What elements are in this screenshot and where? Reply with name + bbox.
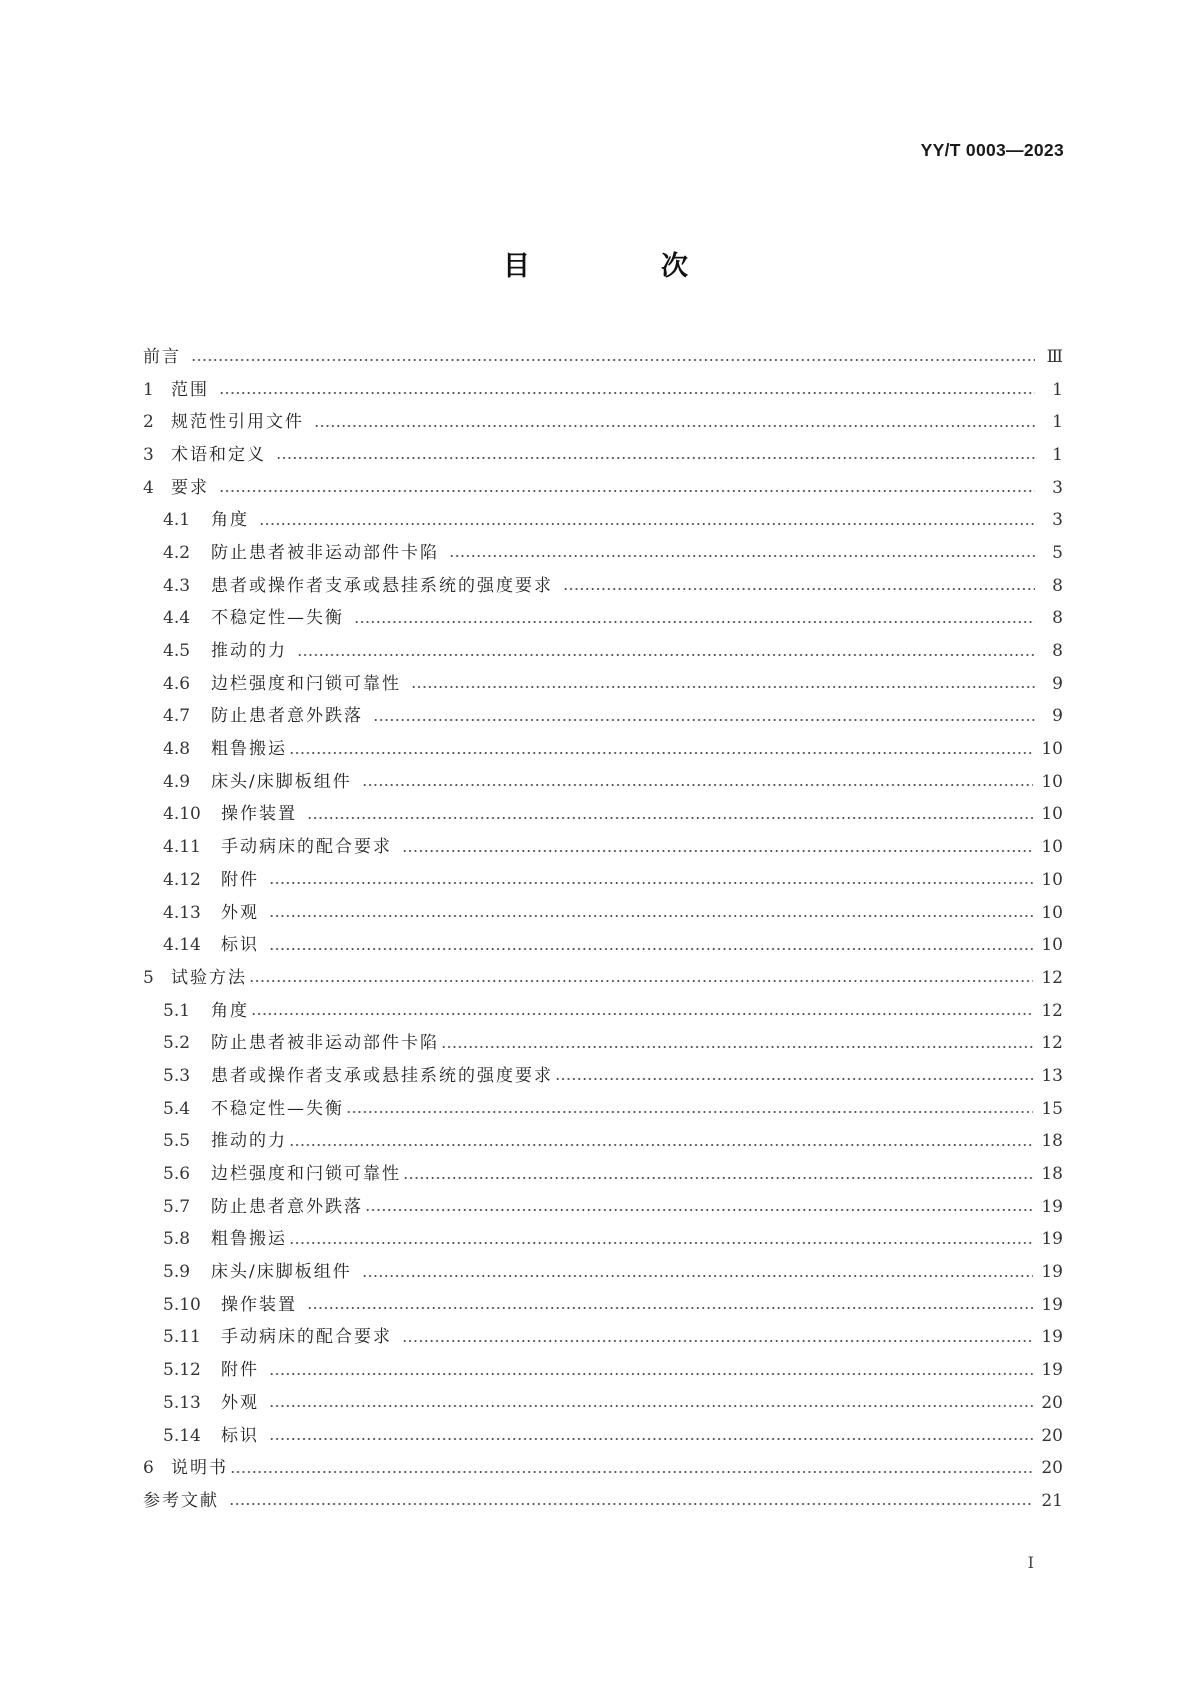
toc-entry-title: 前言 bbox=[143, 346, 181, 367]
leader-dots bbox=[403, 1177, 1033, 1179]
leader-dots bbox=[269, 882, 1033, 884]
toc-entry[interactable] bbox=[143, 1387, 1063, 1420]
toc-entry-page: 8 bbox=[1052, 641, 1063, 662]
toc-entry-number: 4.1 bbox=[163, 510, 191, 531]
leader-dots bbox=[307, 1307, 1033, 1309]
toc-entry-page: 9 bbox=[1052, 673, 1063, 694]
toc-entry-title: 患者或操作者支承或悬挂系统的强度要求 bbox=[211, 575, 553, 596]
toc-entry-title: 不稳定性—失衡 bbox=[211, 608, 344, 629]
toc-entry-number: 3 bbox=[143, 444, 154, 465]
table-of-contents bbox=[143, 341, 1063, 1518]
toc-entry[interactable] bbox=[143, 1060, 1063, 1093]
toc-entry-title: 操作装置 bbox=[221, 804, 297, 825]
toc-entry-title: 患者或操作者支承或悬挂系统的强度要求 bbox=[211, 1065, 553, 1086]
leader-dots bbox=[269, 1438, 1033, 1440]
toc-entry-number: 2 bbox=[143, 412, 154, 433]
toc-entry-page: 19 bbox=[1041, 1262, 1063, 1283]
toc-entry-title: 边栏强度和闩锁可靠性 bbox=[211, 673, 401, 694]
leader-dots bbox=[555, 1078, 1033, 1080]
toc-entry-title: 外观 bbox=[221, 1392, 259, 1413]
toc-entry-title: 防止患者被非运动部件卡陷 bbox=[211, 542, 439, 563]
leader-dots bbox=[269, 915, 1033, 917]
standard-code: YY/T 0003—2023 bbox=[920, 140, 1064, 160]
leader-dots bbox=[402, 1340, 1033, 1342]
toc-entry-number: 5 bbox=[143, 967, 154, 988]
toc-entry-page: 20 bbox=[1041, 1425, 1063, 1446]
toc-entry-title: 角度 bbox=[211, 510, 249, 531]
toc-entry[interactable] bbox=[143, 1452, 1063, 1485]
leader-dots bbox=[373, 719, 1035, 721]
toc-entry-title: 推动的力 bbox=[211, 641, 287, 662]
toc-entry-page: 19 bbox=[1041, 1196, 1063, 1217]
leader-dots bbox=[230, 1471, 1033, 1473]
toc-entry-number: 1 bbox=[143, 379, 154, 400]
toc-entry-number: 5.13 bbox=[163, 1392, 201, 1413]
leader-dots bbox=[346, 1111, 1033, 1113]
toc-entry-number: 5.14 bbox=[163, 1425, 201, 1446]
toc-entry[interactable] bbox=[143, 1224, 1063, 1257]
toc-entry[interactable] bbox=[143, 1158, 1063, 1191]
leader-dots bbox=[289, 1144, 1033, 1146]
toc-entry-page: 12 bbox=[1041, 1000, 1063, 1021]
toc-entry[interactable] bbox=[143, 766, 1063, 799]
toc-entry-number: 4.3 bbox=[163, 575, 191, 596]
toc-entry-title: 要求 bbox=[171, 477, 209, 498]
toc-entry-page: 10 bbox=[1041, 739, 1063, 760]
leader-dots bbox=[219, 392, 1035, 394]
toc-entry-number: 4.11 bbox=[163, 837, 201, 858]
leader-dots bbox=[269, 1405, 1033, 1407]
toc-entry[interactable] bbox=[143, 1420, 1063, 1453]
toc-entry-number: 5.3 bbox=[163, 1065, 191, 1086]
leader-dots bbox=[251, 1013, 1033, 1015]
leader-dots bbox=[259, 523, 1035, 525]
toc-entry-number: 4.10 bbox=[163, 804, 201, 825]
toc-entry[interactable] bbox=[143, 439, 1063, 472]
toc-entry-page: 1 bbox=[1052, 412, 1063, 433]
toc-entry-number: 4.5 bbox=[163, 641, 191, 662]
toc-entry-number: 5.8 bbox=[163, 1229, 191, 1250]
toc-entry[interactable] bbox=[143, 668, 1063, 701]
toc-entry-page: 12 bbox=[1041, 967, 1063, 988]
leader-dots bbox=[191, 359, 1035, 361]
toc-entry-title: 术语和定义 bbox=[171, 444, 266, 465]
toc-entry-page: 8 bbox=[1052, 575, 1063, 596]
toc-entry-number: 4.6 bbox=[163, 673, 191, 694]
toc-entry-page: 10 bbox=[1041, 771, 1063, 792]
toc-entry-page: 3 bbox=[1052, 510, 1063, 531]
toc-entry-page: 9 bbox=[1052, 706, 1063, 727]
leader-dots bbox=[563, 588, 1035, 590]
toc-entry-page: 19 bbox=[1041, 1327, 1063, 1348]
toc-entry-title: 手动病床的配合要求 bbox=[221, 1327, 392, 1348]
toc-entry-page: 18 bbox=[1041, 1164, 1063, 1185]
toc-entry[interactable] bbox=[143, 995, 1063, 1028]
leader-dots bbox=[362, 784, 1034, 786]
toc-entry[interactable] bbox=[143, 472, 1063, 505]
toc-entry[interactable] bbox=[143, 897, 1063, 930]
toc-entry-number: 5.6 bbox=[163, 1164, 191, 1185]
toc-entry[interactable] bbox=[143, 733, 1063, 766]
leader-dots bbox=[289, 1242, 1033, 1244]
leader-dots bbox=[402, 850, 1033, 852]
toc-entry-title: 床头/床脚板组件 bbox=[211, 1262, 352, 1283]
toc-entry-title: 防止患者被非运动部件卡陷 bbox=[211, 1033, 439, 1054]
toc-entry-number: 5.9 bbox=[163, 1262, 191, 1283]
toc-entry[interactable] bbox=[143, 1354, 1063, 1387]
toc-entry[interactable] bbox=[143, 1485, 1063, 1518]
leader-dots bbox=[449, 555, 1035, 557]
toc-entry-number: 4.14 bbox=[163, 935, 201, 956]
toc-entry[interactable] bbox=[143, 799, 1063, 832]
toc-entry-page: Ⅲ bbox=[1046, 346, 1063, 367]
page-title: 目 次 bbox=[503, 251, 740, 282]
toc-entry-page: 20 bbox=[1041, 1392, 1063, 1413]
toc-entry-title: 角度 bbox=[211, 1000, 249, 1021]
toc-entry-number: 5.7 bbox=[163, 1196, 191, 1217]
toc-entry[interactable] bbox=[143, 570, 1063, 603]
leader-dots bbox=[276, 457, 1035, 459]
toc-entry-title: 边栏强度和闩锁可靠性 bbox=[211, 1164, 401, 1185]
toc-entry-page: 10 bbox=[1041, 837, 1063, 858]
leader-dots bbox=[441, 1046, 1033, 1048]
toc-entry-page: 10 bbox=[1041, 902, 1063, 923]
toc-entry-title: 手动病床的配合要求 bbox=[221, 837, 392, 858]
toc-entry[interactable] bbox=[143, 341, 1063, 374]
toc-entry-title: 参考文献 bbox=[143, 1490, 219, 1511]
toc-entry-number: 5.2 bbox=[163, 1033, 191, 1054]
leader-dots bbox=[229, 1503, 1033, 1505]
leader-dots bbox=[362, 1275, 1034, 1277]
toc-entry[interactable] bbox=[143, 635, 1063, 668]
toc-entry-title: 外观 bbox=[221, 902, 259, 923]
toc-entry-number: 6 bbox=[143, 1458, 154, 1479]
leader-dots bbox=[354, 621, 1035, 623]
leader-dots bbox=[411, 686, 1035, 688]
toc-entry[interactable] bbox=[143, 962, 1063, 995]
toc-entry-page: 12 bbox=[1041, 1033, 1063, 1054]
toc-entry[interactable] bbox=[143, 864, 1063, 897]
toc-entry-title: 附件 bbox=[221, 1360, 259, 1381]
toc-entry[interactable] bbox=[143, 1256, 1063, 1289]
toc-entry[interactable] bbox=[143, 504, 1063, 537]
toc-entry-page: 8 bbox=[1052, 608, 1063, 629]
leader-dots bbox=[269, 1373, 1033, 1375]
toc-entry-number: 5.4 bbox=[163, 1098, 191, 1119]
toc-entry-number: 4.8 bbox=[163, 739, 191, 760]
toc-entry-page: 15 bbox=[1041, 1098, 1063, 1119]
toc-entry-page: 19 bbox=[1041, 1294, 1063, 1315]
leader-dots bbox=[249, 980, 1033, 982]
toc-entry-title: 推动的力 bbox=[211, 1131, 287, 1152]
toc-entry[interactable] bbox=[143, 603, 1063, 636]
toc-entry-number: 4.13 bbox=[163, 902, 201, 923]
page-number: Ⅰ bbox=[1027, 1553, 1034, 1572]
toc-entry[interactable] bbox=[143, 1027, 1063, 1060]
toc-entry[interactable] bbox=[143, 831, 1063, 864]
toc-entry[interactable] bbox=[143, 1093, 1063, 1126]
toc-entry-title: 防止患者意外跌落 bbox=[211, 706, 363, 727]
toc-entry-title: 范围 bbox=[171, 379, 209, 400]
toc-entry-page: 10 bbox=[1041, 935, 1063, 956]
toc-entry-title: 标识 bbox=[221, 1425, 259, 1446]
toc-entry-title: 床头/床脚板组件 bbox=[211, 771, 352, 792]
toc-entry-page: 10 bbox=[1041, 869, 1063, 890]
leader-dots bbox=[307, 817, 1033, 819]
toc-entry-number: 4.12 bbox=[163, 869, 201, 890]
toc-entry-title: 标识 bbox=[221, 935, 259, 956]
toc-entry-number: 4.4 bbox=[163, 608, 191, 629]
leader-dots bbox=[365, 1209, 1033, 1211]
toc-entry-title: 粗鲁搬运 bbox=[211, 1229, 287, 1250]
toc-entry-title: 规范性引用文件 bbox=[171, 412, 304, 433]
toc-entry-page: 19 bbox=[1041, 1229, 1063, 1250]
leader-dots bbox=[289, 752, 1033, 754]
toc-entry-number: 4.9 bbox=[163, 771, 191, 792]
leader-dots bbox=[219, 490, 1035, 492]
toc-entry-title: 防止患者意外跌落 bbox=[211, 1196, 363, 1217]
toc-entry[interactable] bbox=[143, 537, 1063, 570]
toc-entry-number: 5.10 bbox=[163, 1294, 201, 1315]
toc-entry-page: 5 bbox=[1052, 542, 1063, 563]
toc-entry-page: 21 bbox=[1041, 1490, 1063, 1511]
toc-entry-title: 操作装置 bbox=[221, 1294, 297, 1315]
toc-entry-title: 粗鲁搬运 bbox=[211, 739, 287, 760]
toc-entry-page: 10 bbox=[1041, 804, 1063, 825]
toc-entry[interactable] bbox=[143, 374, 1063, 407]
toc-entry[interactable] bbox=[143, 701, 1063, 734]
toc-entry-title: 试验方法 bbox=[171, 967, 247, 988]
toc-entry[interactable] bbox=[143, 1126, 1063, 1159]
toc-entry-number: 5.5 bbox=[163, 1131, 191, 1152]
toc-entry-page: 18 bbox=[1041, 1131, 1063, 1152]
toc-entry-number: 5.11 bbox=[163, 1327, 201, 1348]
toc-entry-title: 附件 bbox=[221, 869, 259, 890]
toc-entry-page: 19 bbox=[1041, 1360, 1063, 1381]
toc-entry[interactable] bbox=[143, 929, 1063, 962]
toc-entry-number: 4 bbox=[143, 477, 154, 498]
toc-entry-number: 4.2 bbox=[163, 542, 191, 563]
toc-entry-page: 1 bbox=[1052, 379, 1063, 400]
toc-entry-page: 3 bbox=[1052, 477, 1063, 498]
leader-dots bbox=[297, 654, 1035, 656]
toc-entry[interactable] bbox=[143, 1322, 1063, 1355]
toc-entry[interactable] bbox=[143, 406, 1063, 439]
leader-dots bbox=[314, 425, 1035, 427]
leader-dots bbox=[269, 948, 1033, 950]
toc-entry-number: 5.12 bbox=[163, 1360, 201, 1381]
toc-entry-page: 13 bbox=[1041, 1065, 1063, 1086]
toc-entry[interactable] bbox=[143, 1289, 1063, 1322]
toc-entry-number: 4.7 bbox=[163, 706, 191, 727]
toc-entry[interactable] bbox=[143, 1191, 1063, 1224]
toc-entry-number: 5.1 bbox=[163, 1000, 191, 1021]
toc-entry-title: 不稳定性—失衡 bbox=[211, 1098, 344, 1119]
toc-entry-title: 说明书 bbox=[171, 1458, 228, 1479]
toc-entry-page: 20 bbox=[1041, 1458, 1063, 1479]
toc-entry-page: 1 bbox=[1052, 444, 1063, 465]
